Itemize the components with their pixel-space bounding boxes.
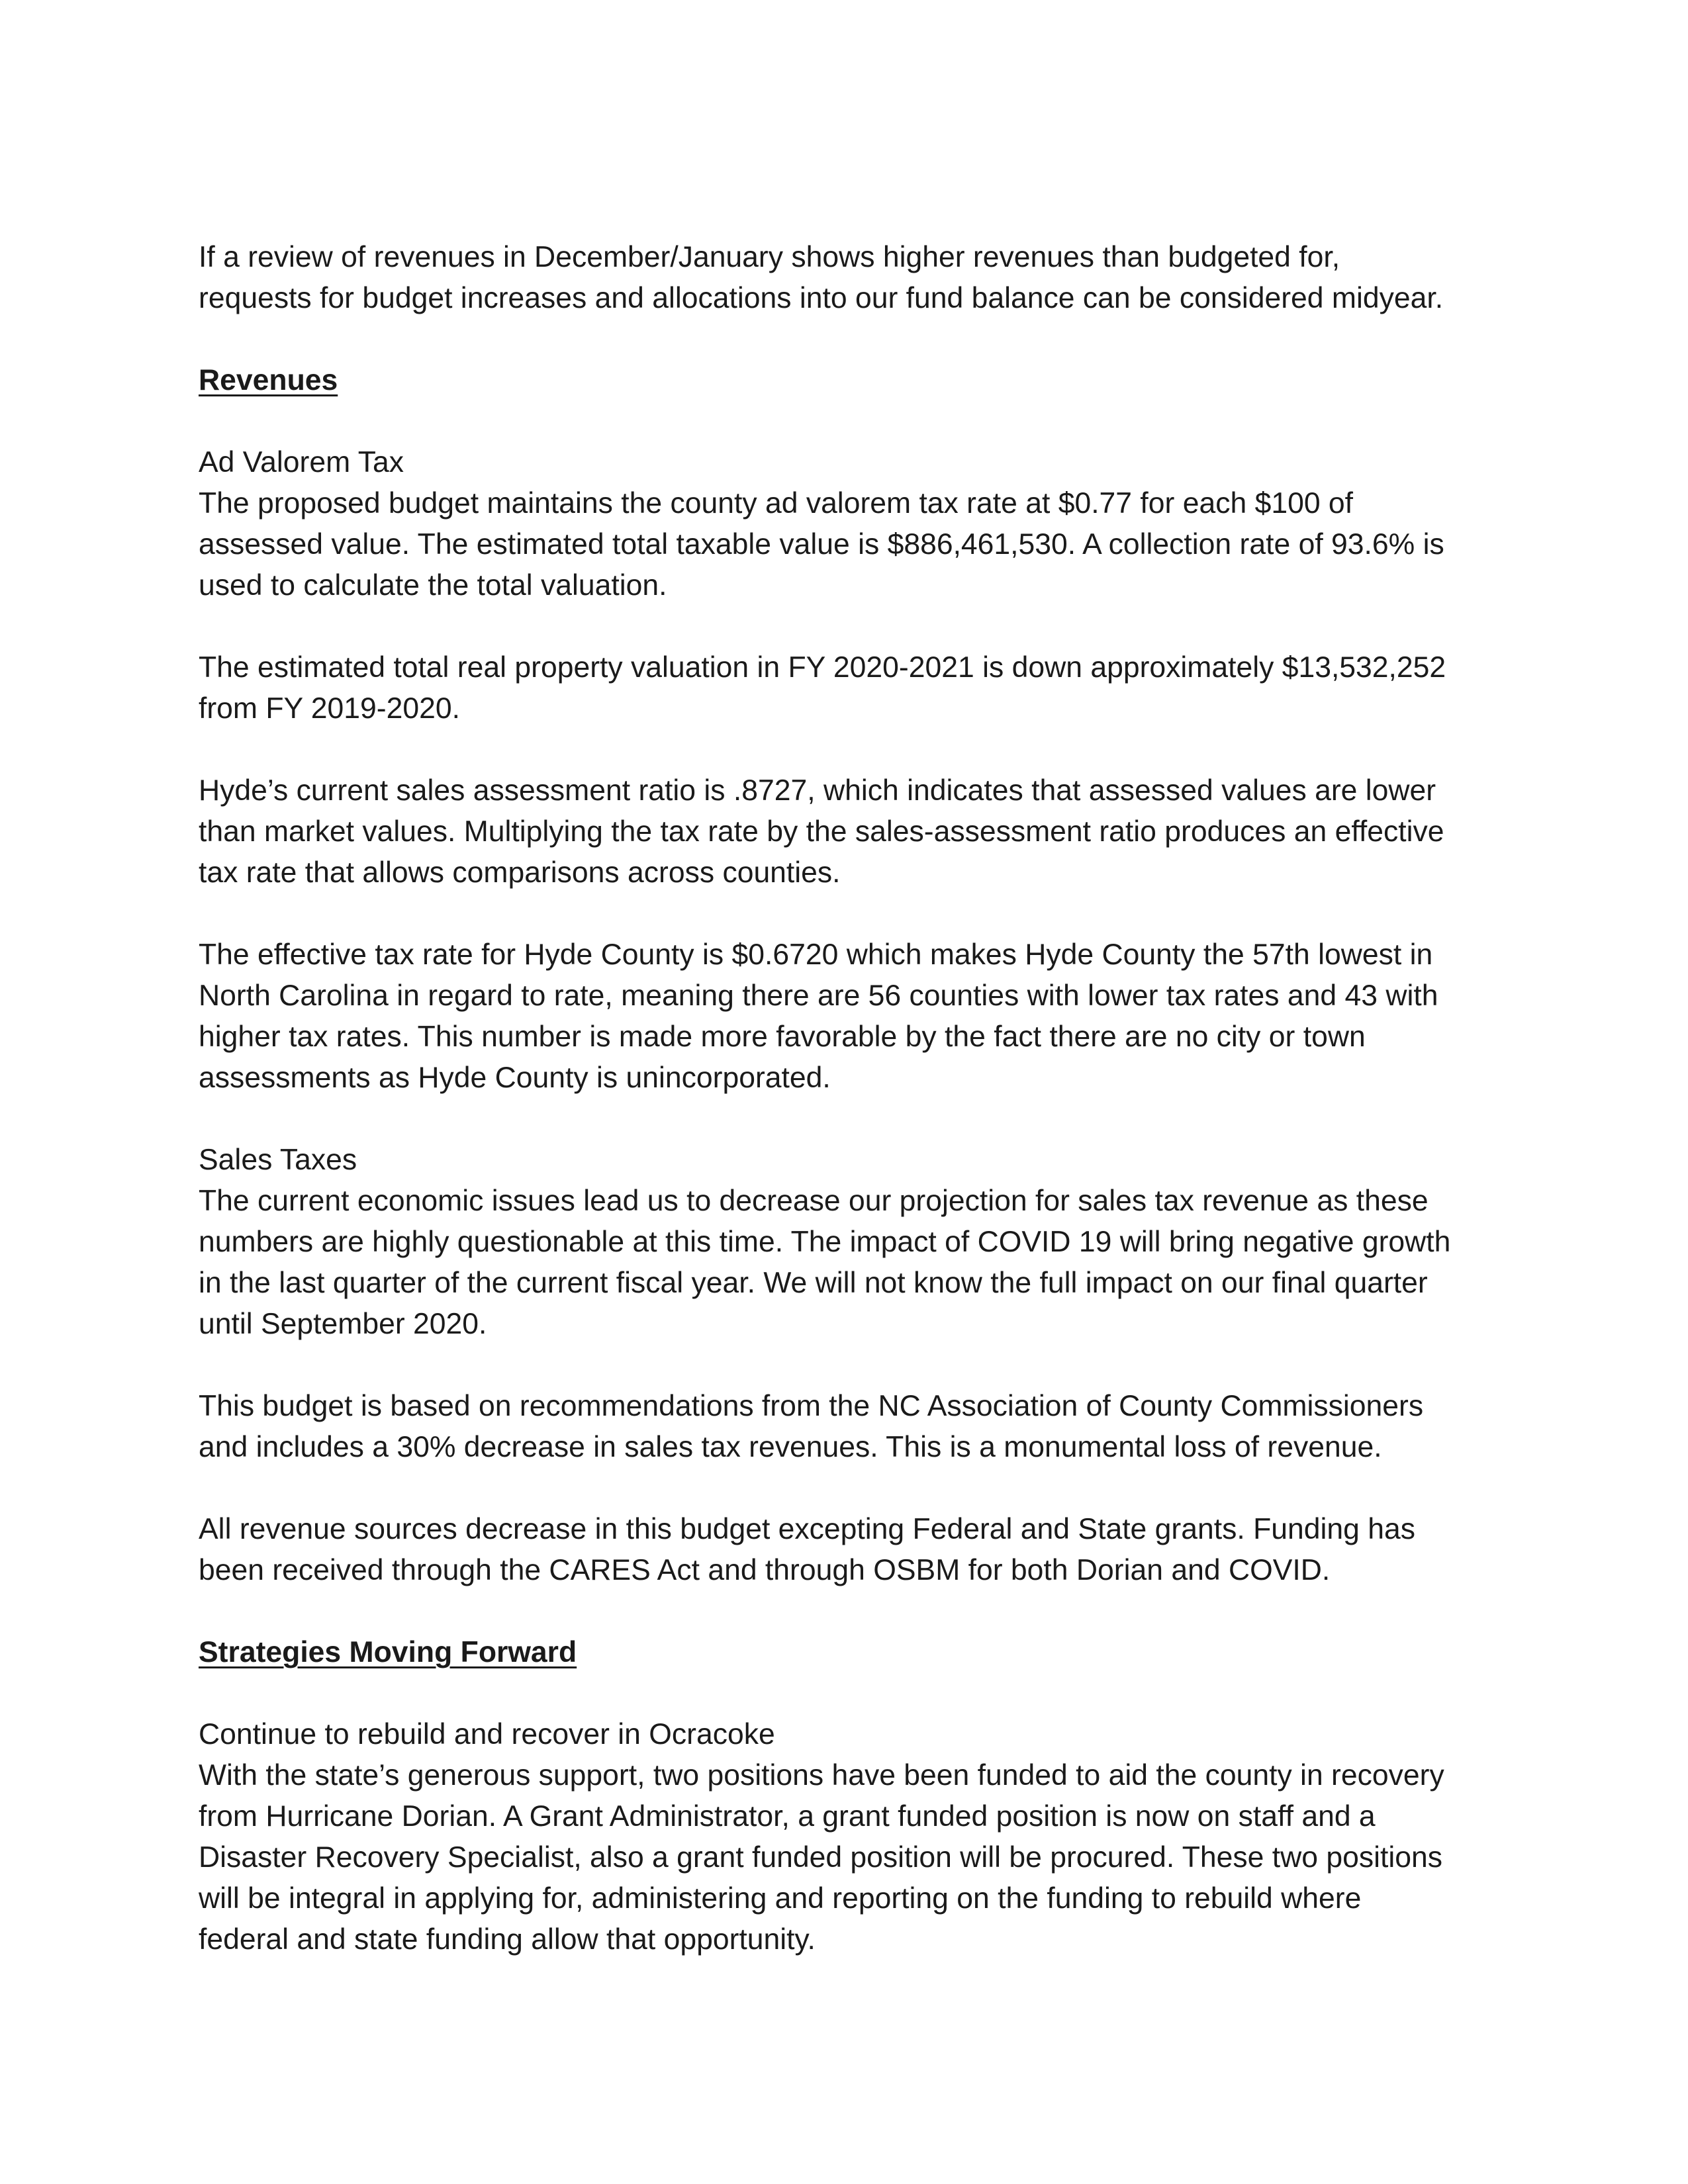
text-line: in the last quarter of the current fiscal year. We will not know the full impact on our final quarter — [199, 1267, 1428, 1299]
sales-taxes-subheading: Sales Taxes — [199, 1144, 357, 1176]
text-line: The effective tax rate for Hyde County is $0.6720 which makes Hyde County the 57th lowest in — [199, 938, 1433, 971]
paragraph-gap — [199, 729, 1496, 770]
document-body — [199, 237, 1496, 1960]
paragraph-gap — [199, 1345, 1496, 1386]
text-line: used to calculate the total valuation. — [199, 569, 667, 602]
paragraph-gap — [199, 319, 1496, 360]
paragraph-gap — [199, 1468, 1496, 1509]
text-line: requests for budget increases and allocations into our fund balance can be considered midyear. — [199, 282, 1444, 314]
rebuild-section — [199, 1714, 1496, 1960]
intro-paragraph — [199, 237, 1496, 319]
paragraph-gap — [199, 1099, 1496, 1140]
paragraph-gap — [199, 1591, 1496, 1632]
paragraph-gap — [199, 401, 1496, 442]
text-line: been received through the CARES Act and through OSBM for both Dorian and COVID. — [199, 1554, 1331, 1586]
text-line: tax rate that allows comparisons across counties. — [199, 856, 841, 889]
text-line: until September 2020. — [199, 1308, 487, 1340]
text-line: will be integral in applying for, administering and reporting on the funding to rebuild where — [199, 1882, 1362, 1915]
paragraph-gap — [199, 1673, 1496, 1714]
text-line: With the state’s generous support, two positions have been funded to aid the county in recovery — [199, 1759, 1444, 1792]
text-line: numbers are highly questionable at this time. The impact of COVID 19 will bring negative growth — [199, 1226, 1451, 1258]
text-line: higher tax rates. This number is made more favorable by the fact there are no city or town — [199, 1021, 1366, 1053]
text-line: If a review of revenues in December/January shows higher revenues than budgeted for, — [199, 241, 1340, 273]
sales-taxes-section — [199, 1140, 1496, 1591]
text-line: than market values. Multiplying the tax rate by the sales-assessment ratio produces an effective — [199, 815, 1444, 848]
text-line: The current economic issues lead us to decrease our projection for sales tax revenue as these — [199, 1185, 1429, 1217]
ad-valorem-section — [199, 442, 1496, 1099]
text-line: assessed value. The estimated total taxable value is $886,461,530. A collection rate of 93.6% is — [199, 528, 1444, 561]
text-line: This budget is based on recommendations from the NC Association of County Commissioners — [199, 1390, 1424, 1422]
text-line: federal and state funding allow that opportunity. — [199, 1923, 816, 1956]
text-line: assessments as Hyde County is unincorporated. — [199, 1062, 831, 1094]
text-line: The proposed budget maintains the county ad valorem tax rate at $0.77 for each $100 of — [199, 487, 1354, 520]
rebuild-subheading: Continue to rebuild and recover in Ocracoke — [199, 1718, 775, 1751]
text-line: Disaster Recovery Specialist, also a grant funded position will be procured. These two positions — [199, 1841, 1443, 1874]
text-line: The estimated total real property valuation in FY 2020-2021 is down approximately $13,532,252 — [199, 651, 1446, 684]
strategies-heading: Strategies Moving Forward — [199, 1636, 577, 1668]
paragraph-gap — [199, 893, 1496, 934]
text-line: All revenue sources decrease in this budget excepting Federal and State grants. Funding has — [199, 1513, 1415, 1545]
revenues-heading: Revenues — [199, 364, 338, 396]
text-line: and includes a 30% decrease in sales tax revenues. This is a monumental loss of revenue. — [199, 1431, 1382, 1463]
ad-valorem-subheading: Ad Valorem Tax — [199, 446, 404, 478]
text-line: from FY 2019-2020. — [199, 692, 460, 725]
text-line: Hyde’s current sales assessment ratio is .8727, which indicates that assessed values are lower — [199, 774, 1436, 807]
text-line: North Carolina in regard to rate, meaning there are 56 counties with lower tax rates and 43 with — [199, 979, 1438, 1012]
text-line: from Hurricane Dorian. A Grant Administrator, a grant funded position is now on staff and a — [199, 1800, 1376, 1833]
paragraph-gap — [199, 606, 1496, 647]
